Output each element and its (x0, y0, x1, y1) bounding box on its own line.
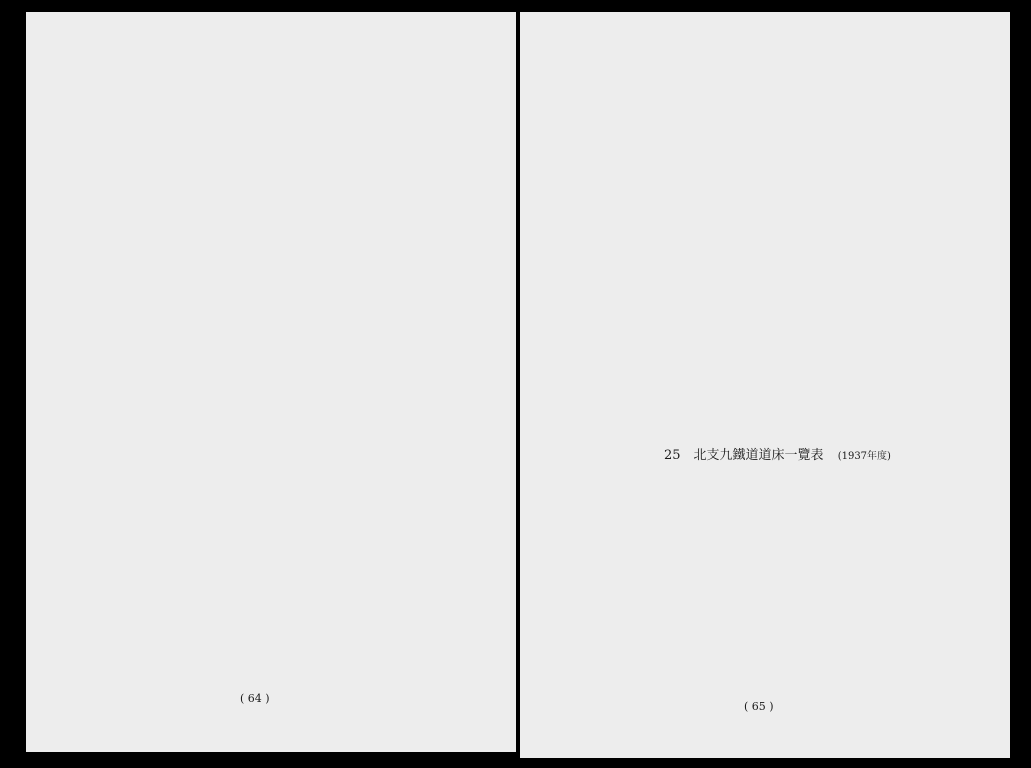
left-page (26, 12, 516, 752)
table-title (664, 444, 891, 463)
table-year: (1937年度) (837, 451, 891, 462)
page-number-left: ( 64 ) (240, 692, 270, 705)
page-number-right: ( 65 ) (744, 700, 774, 713)
table-title-text: 25 北支九鐵道道床一覽表 (664, 448, 824, 463)
right-page (520, 12, 1010, 758)
